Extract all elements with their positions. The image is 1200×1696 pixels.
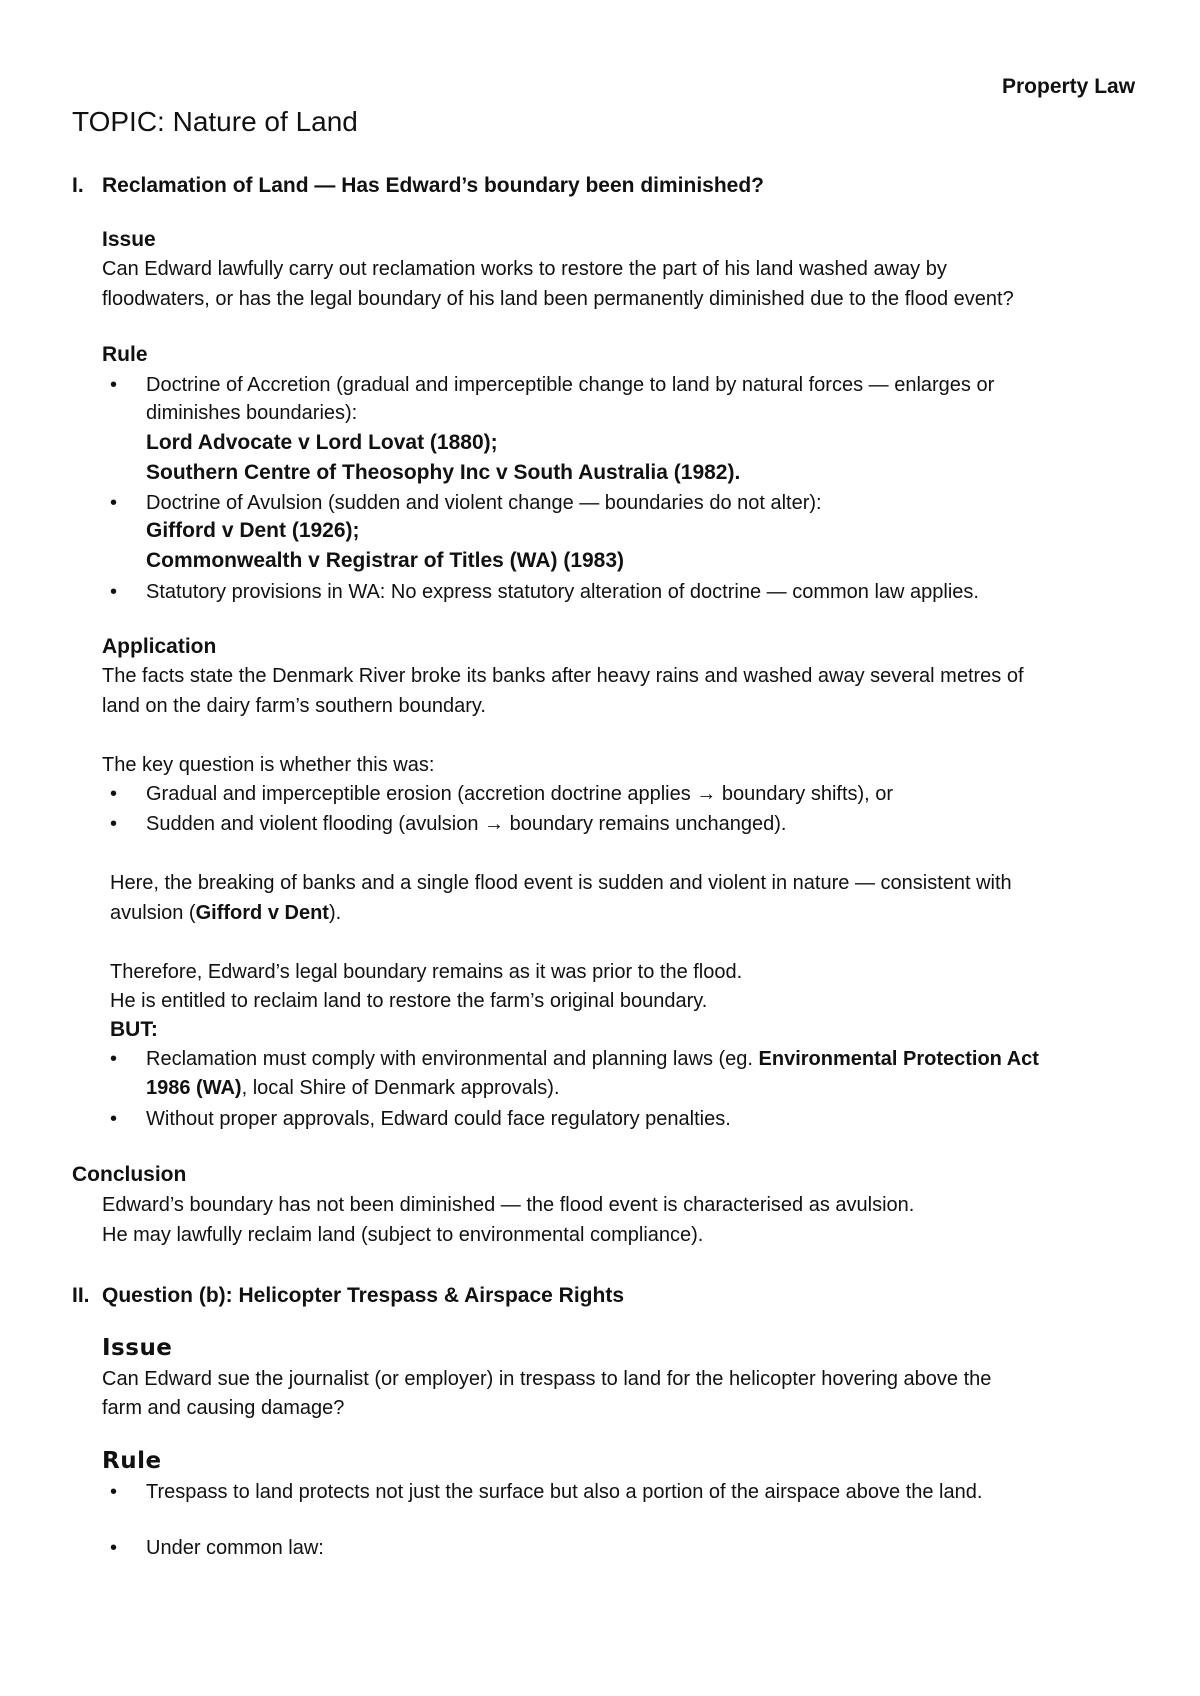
key-question-bullet-text: Gradual and imperceptible erosion (accretion doctrine applies → boundary shifts), or: [146, 783, 894, 805]
compliance-bullet-text: Reclamation must comply with environmental and planning laws (eg.: [146, 1048, 759, 1070]
key-question-bullet: [146, 779, 893, 809]
section-2-issue-text-line: farm and causing damage?: [102, 1397, 345, 1419]
application-text-line: The facts state the Denmark River broke its banks after heavy rains and washed away several metres of: [102, 665, 1024, 687]
section-2-rule-bullet: [146, 1533, 324, 1563]
section-1-heading: Reclamation of Land — Has Edward’s boundary been diminished?: [102, 174, 764, 197]
key-question-bullet-text: Sudden and violent flooding (avulsion → boundary remains unchanged).: [146, 813, 787, 835]
rule-bullet-accretion: [146, 370, 994, 400]
compliance-bullet-text: Without proper approvals, Edward could face regulatory penalties.: [146, 1108, 731, 1130]
analysis-text-line: [110, 898, 341, 928]
issue-text-line: Can Edward lawfully carry out reclamation works to restore the part of his land washed away by: [102, 258, 947, 280]
key-question-bullet: [146, 809, 786, 839]
application-text-line: land on the dairy farm’s southern boundary.: [102, 695, 486, 717]
conclusion-text-line: He may lawfully reclaim land (subject to environmental compliance).: [102, 1224, 704, 1246]
but-label: BUT:: [110, 1018, 158, 1041]
section-2-rule-bullet: [146, 1477, 982, 1507]
section-2-rule-label: Rule: [102, 1448, 162, 1474]
key-question-text: The key question is whether this was:: [102, 754, 435, 776]
rule-bullet-text: Doctrine of Avulsion (sudden and violent change — boundaries do not alter):: [146, 492, 822, 514]
analysis-text-post: ).: [328, 902, 342, 924]
rule-bullet-avulsion: [146, 488, 822, 518]
section-2-issue-text-line: Can Edward sue the journalist (or employer) in trespass to land for the helicopter hovering above the: [102, 1368, 992, 1390]
section-2-rule-bullet-text: Under common law:: [146, 1537, 324, 1559]
section-2-heading: Question (b): Helicopter Trespass & Airspace Rights: [102, 1284, 625, 1307]
issue-text-line: floodwaters, or has the legal boundary of his land been permanently diminished due to the flood event?: [102, 288, 1014, 310]
statute-citation: 1986 (WA): [146, 1077, 242, 1099]
compliance-bullet: [146, 1104, 731, 1134]
analysis-text-pre: avulsion (: [110, 902, 196, 924]
compliance-bullet-text: , local Shire of Denmark approvals).: [241, 1077, 560, 1099]
section-2-issue-label: Issue: [102, 1335, 173, 1361]
compliance-bullet: [146, 1044, 1039, 1074]
conclusion-label: Conclusion: [72, 1163, 187, 1186]
conclusion-text-line: Edward’s boundary has not been diminished — the flood event is characterised as avulsion.: [102, 1194, 915, 1216]
issue-label: Issue: [102, 228, 156, 251]
rule-bullet-text: Statutory provisions in WA: No express statutory alteration of doctrine — common law applies.: [146, 581, 979, 603]
rule-bullet-text: Doctrine of Accretion (gradual and imperceptible change to land by natural forces — enlarges or: [146, 374, 995, 396]
page-header-subject: Property Law: [1002, 75, 1136, 98]
rule-bullet-statutory: [146, 577, 979, 607]
compliance-bullet-continuation: [146, 1073, 560, 1103]
therefore-text-line: Therefore, Edward’s legal boundary remains as it was prior to the flood.: [110, 961, 743, 983]
case-citation: Gifford v Dent (1926);: [146, 519, 360, 542]
topic-title: TOPIC: Nature of Land: [72, 106, 358, 137]
application-label: Application: [102, 635, 217, 658]
rule-bullet-continuation: diminishes boundaries):: [146, 402, 358, 424]
therefore-text-line: He is entitled to reclaim land to restore the farm’s original boundary.: [110, 990, 708, 1012]
case-citation: Southern Centre of Theosophy Inc v South Australia (1982).: [146, 461, 741, 484]
statute-citation: Environmental Protection Act: [758, 1048, 1039, 1070]
case-citation: Lord Advocate v Lord Lovat (1880);: [146, 431, 498, 454]
analysis-text-line: Here, the breaking of banks and a single flood event is sudden and violent in nature — consistent with: [110, 872, 1012, 894]
section-1-number: I.: [72, 174, 84, 197]
case-citation: Gifford v Dent: [195, 902, 329, 924]
rule-label: Rule: [102, 343, 148, 366]
section-2-number: II.: [72, 1284, 90, 1307]
section-2-rule-bullet-text: Trespass to land protects not just the surface but also a portion of the airspace above the land.: [146, 1481, 983, 1503]
case-citation: Commonwealth v Registrar of Titles (WA) (1983): [146, 549, 625, 572]
